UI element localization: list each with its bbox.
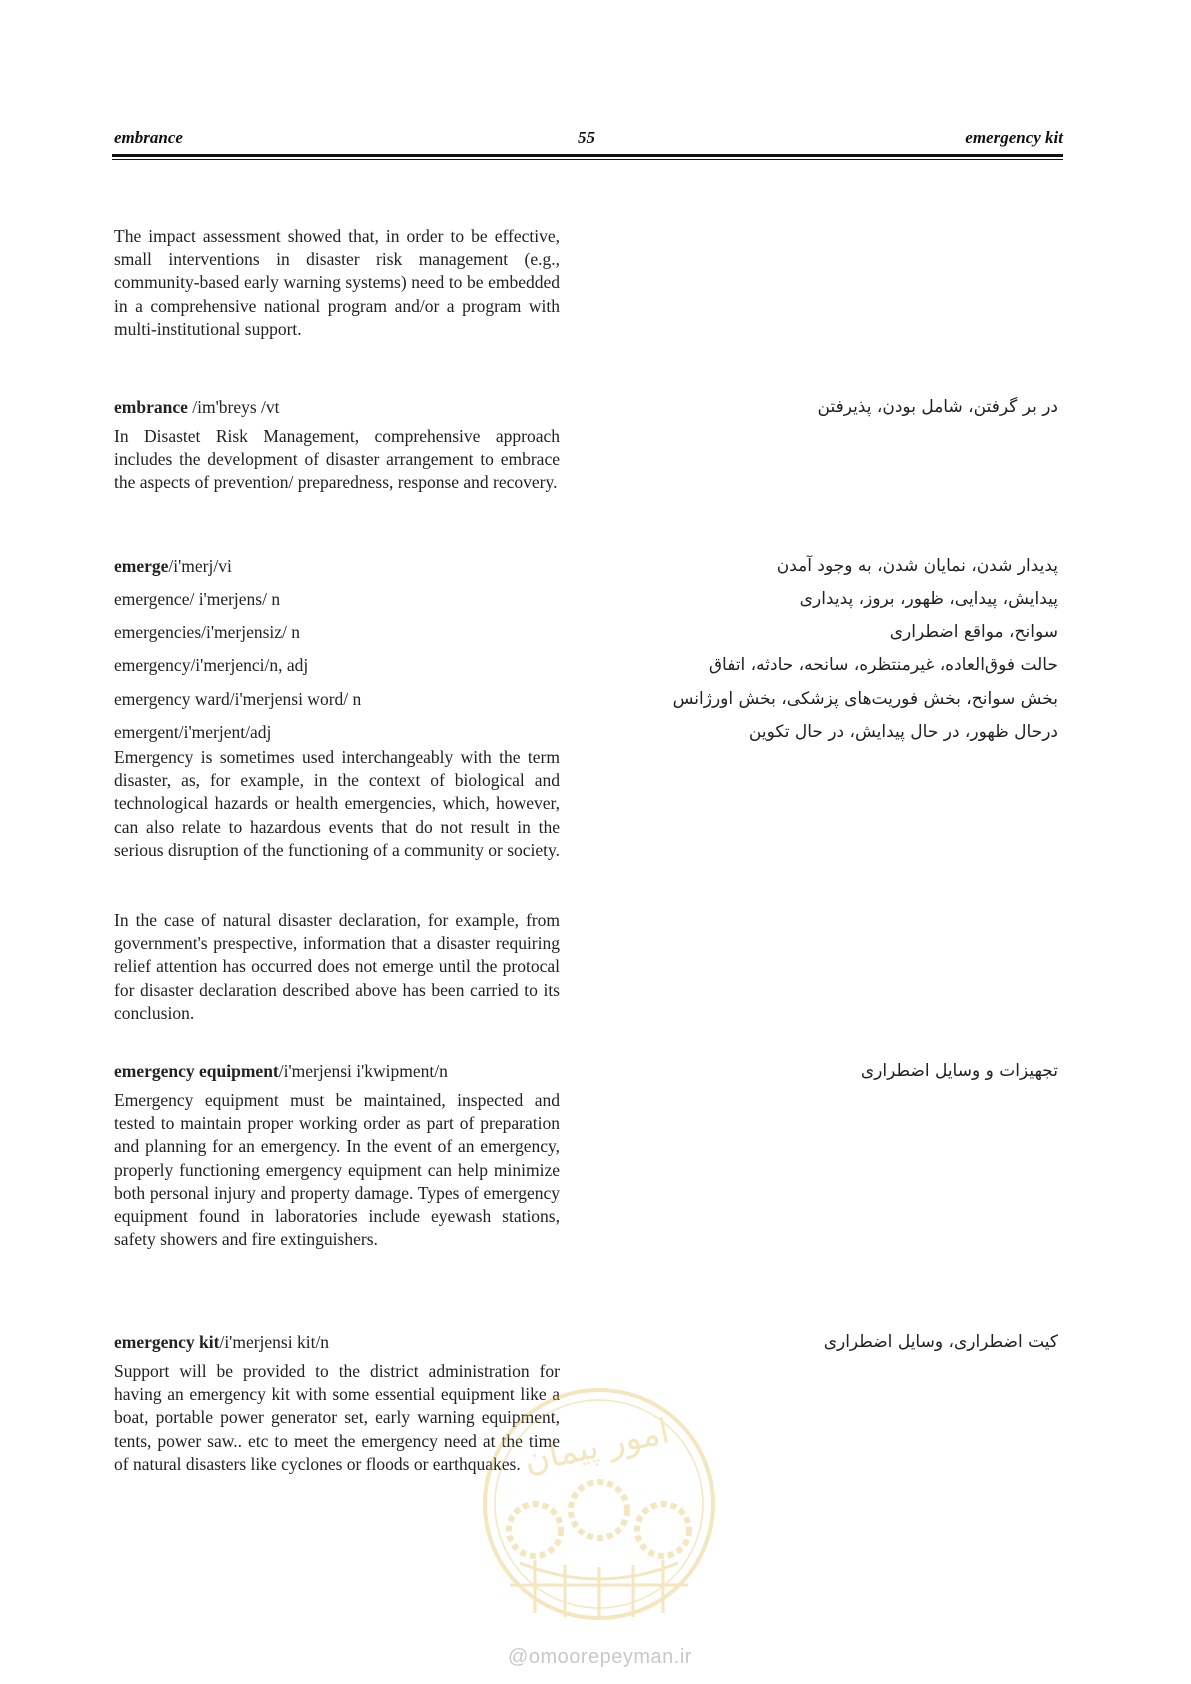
entry-emergence: emergence/ i'merjens/ n [114, 589, 281, 609]
entry-embrance [114, 396, 574, 419]
entry-emergencies: emergencies/i'merjensiz/ n [114, 622, 301, 642]
page-number: 55 [578, 128, 595, 147]
entry-pronunciation: /i'merj/vi [168, 556, 232, 576]
entry-emergency-equipment-example: Emergency equipment must be maintained, inspected and tested to maintain proper working order as part of preparation and planning for an emergency. In the event of an emergency, properly functioning emergency equipment can help minimize both personal injury and property damage. Types of emergency equipment found in laboratories include eyewash stations, safety showers and fire extinguishers. [114, 1090, 560, 1250]
entry-emergency-kit-example: Support will be provided to the district administration for having an emergency kit with some essential equipment like a boat, portable power generator set, early warning equipment, tents, power saw.. etc to meet the emergency need at the time of natural disasters like cyclones or floods or earthquakes. [114, 1361, 560, 1474]
entry-emergence-persian: پیدایش، پیدایی، ظهور، بروز، پدیداری [799, 589, 1058, 609]
entry-emergency-ward: emergency ward/i'merjensi word/ n [114, 689, 362, 709]
entry-emergent-persian: درحال ظهور، در حال پیدایش، در حال تکوین [748, 722, 1058, 742]
entry-embrance-example: In Disastet Risk Management, comprehensive approach includes the development of disaster arrangement to embrace the aspects of prevention/ preparedness, response and recovery. [114, 426, 560, 493]
entry-emergency-kit [114, 1331, 574, 1354]
entry-head: embrance [114, 397, 188, 417]
entry-emergencies-persian: سوانح، مواقع اضطراری [889, 622, 1058, 642]
entry-emerge-persian: پدیدار شدن، نمایان شدن، به وجود آمدن [776, 556, 1058, 576]
entry-emergency-ward-persian: بخش سوانح، بخش فوریت‌های پزشکی، بخش اورژانس [672, 689, 1058, 709]
entry-pronunciation: /im'breys /vt [187, 397, 280, 417]
entry-emergent: emergent/i'merjent/adj [114, 722, 272, 742]
entry-emergency-persian: حالت فوق‌العاده، غیرمنتظره، سانحه، حادثه، اتفاق [708, 655, 1058, 675]
entry-emergency: emergency/i'merjenci/n, adj [114, 655, 309, 675]
entry-embrance-persian: در بر گرفتن، شامل بودن، پذیرفتن [817, 397, 1058, 417]
entry-emergency-kit-persian: کیت اضطراری، وسایل اضطراری [823, 1332, 1058, 1352]
entry-head: emerge [114, 556, 169, 576]
entry-emergent-example-2: In the case of natural disaster declaration, for example, from government's prespective, information that a disaster requiring relief attention has occurred does not emerge until the protocal for disaster declaration described above has been carried to its conclusion. [114, 910, 560, 1023]
header-right-word: emergency kit [965, 128, 1063, 147]
header-rule-thin [112, 159, 1063, 160]
entry-emerge [114, 555, 574, 578]
running-header [112, 128, 1063, 152]
svg-text:امور پیمان: امور پیمان [520, 1411, 673, 1482]
watermark-url: @omoorepeyman.ir [508, 1646, 692, 1668]
intro-paragraph: The impact assessment showed that, in order to be effective, small interventions in disaster risk management (e.g., community-based early warning systems) need to be embedded in a comprehensive national program and/or a program with multi-institutional support. [114, 226, 560, 339]
entry-pronunciation: /i'merjensi kit/n [219, 1332, 330, 1352]
entry-head: emergency kit [114, 1332, 220, 1352]
entry-pronunciation: /i'merjensi i'kwipment/n [278, 1061, 448, 1081]
entry-emergency-equipment [114, 1060, 574, 1083]
entry-emergency-equipment-persian: تجهیزات و وسایل اضطراری [860, 1061, 1058, 1081]
entry-emergent-example-1: Emergency is sometimes used interchangeably with the term disaster, as, for example, in the context of biological and technological hazards or health emergencies, which, however, can also relate to hazardous events that do not result in the serious disruption of the functioning of a community or society. [114, 747, 561, 860]
header-rule-thick [112, 154, 1063, 157]
watermark-seal [480, 1385, 718, 1623]
entry-head: emergency equipment [114, 1061, 279, 1081]
header-left-word: embrance [114, 128, 183, 147]
